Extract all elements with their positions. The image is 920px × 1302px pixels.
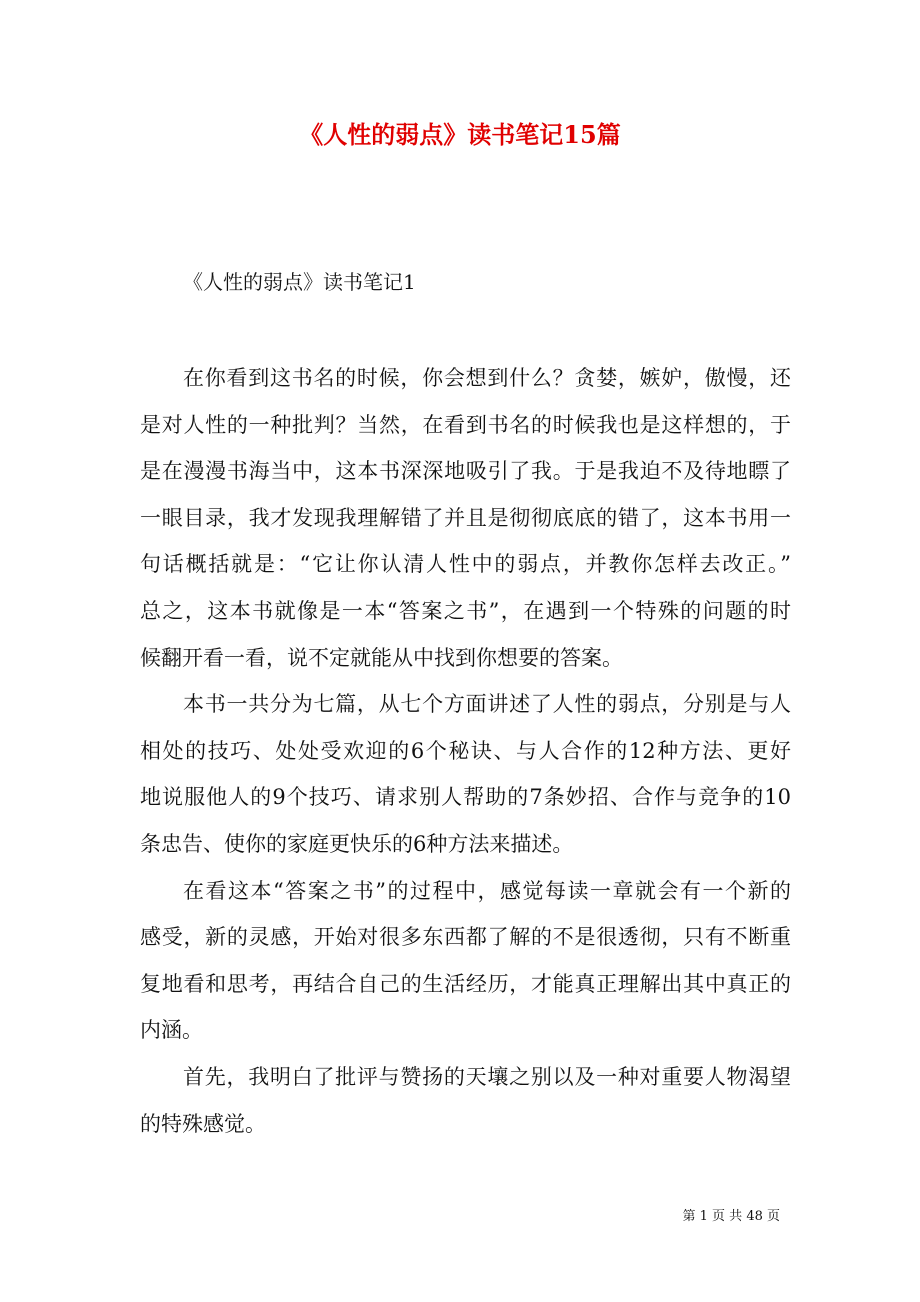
document-body [140, 362, 791, 1154]
paragraph-line: 在你看到这书名的时候，你会想到什么？贪婪，嫉妒，傲慢，还 [183, 366, 791, 390]
paragraph-line: 句话概括就是：“它让你认清人性中的弱点，并教你怎样去改正。” [140, 552, 791, 577]
paragraph [140, 362, 791, 688]
document-title: 《人性的弱点》读书笔记15篇 [299, 120, 621, 149]
paragraph-line: 是对人性的一种批判？当然，在看到书名的时候我也是这样想的，于 [140, 412, 791, 437]
paragraph-line: 感受，新的灵感，开始对很多东西都了解的不是很透彻，只有不断重 [140, 925, 791, 950]
paragraph-line: 内涵。 [140, 1018, 203, 1043]
paragraph-line: 在看这本“答案之书”的过程中，感觉每读一章就会有一个新的 [183, 878, 791, 903]
section-heading: 《人性的弱点》读书笔记1 [183, 270, 416, 294]
paragraph-line: 是在漫漫书海当中，这本书深深地吸引了我。于是我迫不及待地瞟了 [140, 459, 791, 484]
page-footer: 第 1 页 共 48 页 [682, 1209, 780, 1224]
paragraph [140, 688, 791, 874]
paragraph-line: 首先，我明白了批评与赞扬的天壤之别以及一种对重要人物渴望 [183, 1064, 791, 1089]
paragraph-line: 地说服他人的9个技巧、请求别人帮助的7条妙招、合作与竞争的10 [140, 785, 791, 810]
paragraph-line: 总之，这本书就像是一本“答案之书”，在遇到一个特殊的问题的时 [140, 598, 791, 623]
paragraph [140, 875, 791, 1061]
paragraph [140, 1061, 791, 1154]
paragraph-line: 本书一共分为七篇，从七个方面讲述了人性的弱点，分别是与人 [183, 692, 791, 717]
paragraph-line: 一眼目录，我才发现我理解错了并且是彻彻底底的错了，这本书用一 [140, 505, 791, 530]
paragraph-line: 的特殊感觉。 [140, 1111, 266, 1136]
paragraph-line: 条忠告、使你的家庭更快乐的6种方法来描述。 [140, 831, 574, 856]
paragraph-line: 相处的技巧、处处受欢迎的6个秘诀、与人合作的12种方法、更好 [140, 738, 791, 763]
paragraph-line: 复地看和思考，再结合自己的生活经历，才能真正理解出其中真正的 [140, 971, 791, 996]
paragraph-line: 候翻开看一看，说不定就能从中找到你想要的答案。 [140, 645, 623, 670]
